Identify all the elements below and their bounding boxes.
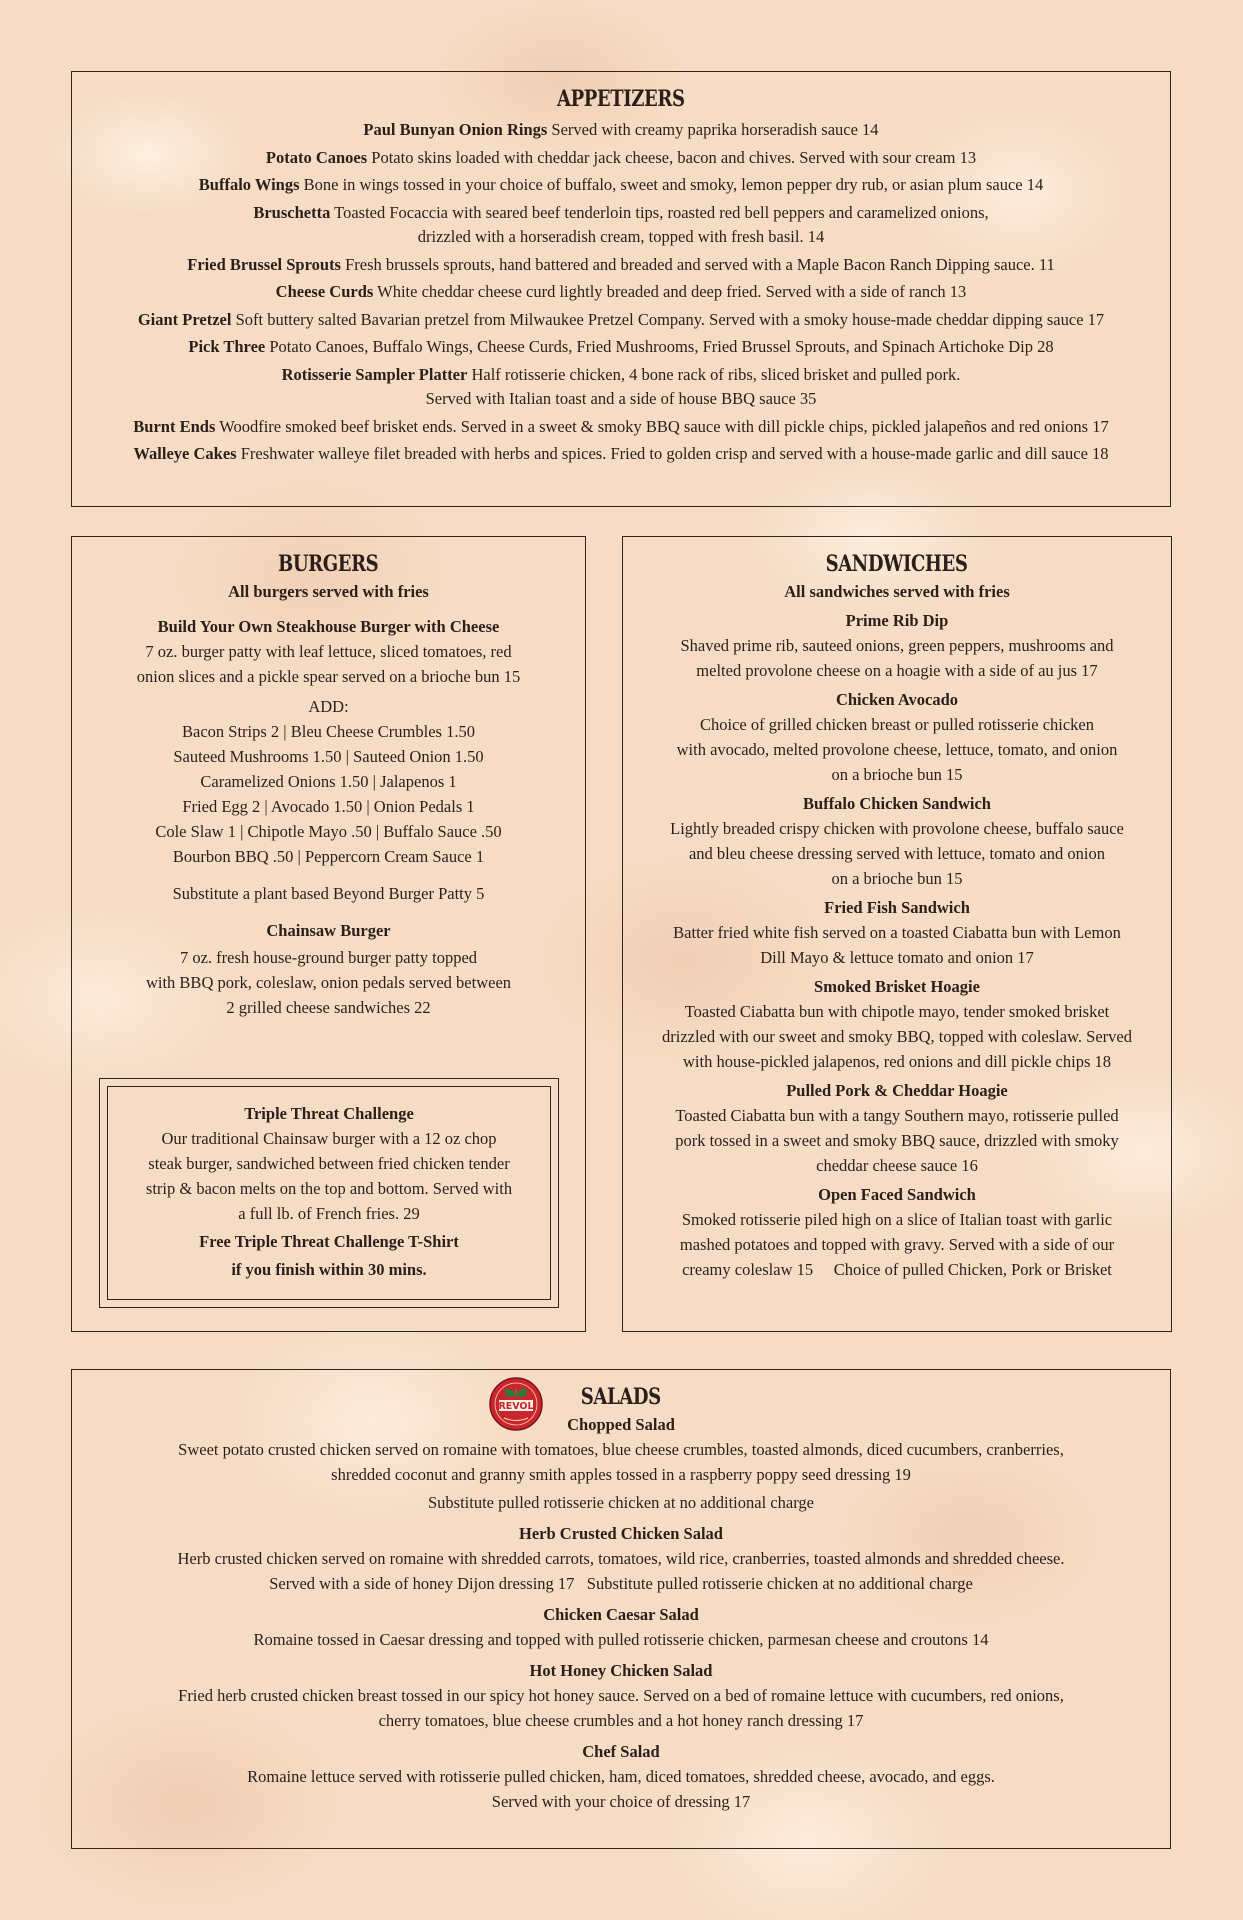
logo-text: REVOL xyxy=(498,1401,534,1412)
burgers-subtitle: All burgers served with fries xyxy=(228,582,429,601)
salad-item-herb-crusted: Herb Crusted Chicken Salad Herb crusted chicken served on romaine with shredded carrots, tomatoes, wild rice, cranberries, toasted almonds and shredded cheese. Served with a side of honey Dijon dressing 17 Substitute pulled rotisserie chicken at no additional charge xyxy=(177,1524,1065,1593)
sandwich-item-open-faced: Open Faced Sandwich Smoked rotisserie piled high on a slice of Italian toast with garlic mashed potatoes and topped with gravy. Served with a side of our creamy coleslaw 15 Choice of pulled Chicken, Pork or Brisket xyxy=(679,1185,1115,1279)
build-burger-title: Build Your Own Steakhouse Burger with Cheese xyxy=(157,617,500,636)
sandwich-item-smoked-brisket: Smoked Brisket Hoagie Toasted Ciabatta bun with chipotle mayo, tender smoked brisket drizzled with our sweet and smoky BBQ, topped with coleslaw. Served with house-pickled jalapenos, red onions and dill pickle chips 18 xyxy=(661,977,1132,1071)
salad-item-caesar: Chicken Caesar Salad Romaine tossed in Caesar dressing and topped with pulled rotisserie chicken, parmesan cheese and croutons 14 xyxy=(253,1605,989,1649)
revol-logo xyxy=(488,1376,544,1432)
add-label: ADD: xyxy=(308,697,349,716)
menu-item-burnt-ends: Burnt Ends Woodfire smoked beef brisket ends. Served in a sweet & smoky BBQ sauce with dill pickle chips, pickled jalapeños and red onions 17 xyxy=(133,416,1109,436)
add-on-line: Sauteed Mushrooms 1.50 | Sauteed Onion 1.50 xyxy=(173,747,484,766)
challenge-title: Triple Threat Challenge xyxy=(244,1104,414,1123)
build-burger-line: onion slices and a pickle spear served on a brioche bun 15 xyxy=(136,667,521,686)
sandwich-item-chicken-avocado: Chicken Avocado Choice of grilled chicken breast or pulled rotisserie chicken with avocado, melted provolone cheese, lettuce, tomato, and onion on a brioche bun 15 xyxy=(676,690,1118,784)
challenge-line: a full lb. of French fries. 29 xyxy=(238,1204,420,1223)
add-on-line: Caramelized Onions 1.50 | Jalapenos 1 xyxy=(200,772,457,791)
sandwiches-title: SANDWICHES xyxy=(826,551,968,577)
menu-item-brussel-sprouts: Fried Brussel Sprouts Fresh brussels sprouts, hand battered and breaded and served with a Maple Bacon Ranch Dipping sauce. 11 xyxy=(187,254,1055,274)
salads-section xyxy=(71,1369,1171,1849)
salads-title: SALADS xyxy=(581,1384,661,1410)
menu-item-buffalo-wings: Buffalo Wings Bone in wings tossed in your choice of buffalo, sweet and smoky, lemon pepper dry rub, or asian plum sauce 14 xyxy=(198,175,1044,194)
sandwich-item-fried-fish: Fried Fish Sandwich Batter fried white fish served on a toasted Ciabatta bun with Lemon Dill Mayo & lettuce tomato and onion 17 xyxy=(673,898,1121,967)
challenge-box xyxy=(99,1078,559,1308)
substitute-note: Substitute a plant based Beyond Burger Patty 5 xyxy=(172,884,485,903)
sandwiches-subtitle: All sandwiches served with fries xyxy=(784,582,1010,601)
add-on-line: Cole Slaw 1 | Chipotle Mayo .50 | Buffalo Sauce .50 xyxy=(155,822,502,841)
challenge-box-inner xyxy=(107,1086,551,1300)
appetizers-section xyxy=(71,71,1171,507)
menu-item-onion-rings: Paul Bunyan Onion Rings Served with creamy paprika horseradish sauce 14 xyxy=(363,120,879,139)
menu-item-cheese-curds: Cheese Curds White cheddar cheese curd lightly breaded and deep fried. Served with a side of ranch 13 xyxy=(275,282,967,301)
salad-item-chef: Chef Salad Romaine lettuce served with rotisserie pulled chicken, ham, diced tomatoes, shredded cheese, avocado, and eggs. Served with your choice of dressing 17 xyxy=(247,1742,995,1811)
add-on-line: Bacon Strips 2 | Bleu Cheese Crumbles 1.50 xyxy=(182,722,475,741)
sandwiches-section xyxy=(622,536,1172,1332)
menu-item-sampler-platter: Rotisserie Sampler Platter Half rotisserie chicken, 4 bone rack of ribs, sliced brisket and pulled pork. Served with Italian toast and a side of house BBQ sauce 35 xyxy=(281,364,961,408)
build-burger-line: 7 oz. burger patty with leaf lettuce, sliced tomatoes, red xyxy=(145,642,512,661)
salad-item-hot-honey: Hot Honey Chicken Salad Fried herb crusted chicken breast tossed in our spicy hot honey sauce. Served on a bed of romaine lettuce with cucumbers, red onions, cherry tomatoes, blue cheese crumbles and a hot honey ranch dressing 17 xyxy=(178,1661,1064,1730)
add-on-line: Bourbon BBQ .50 | Peppercorn Cream Sauce 1 xyxy=(172,847,485,866)
menu-item-walleye-cakes: Walleye Cakes Freshwater walleye filet breaded with herbs and spices. Fried to golden crisp and served with a house-made garlic and dill sauce 18 xyxy=(133,444,1109,463)
chainsaw-title: Chainsaw Burger xyxy=(266,921,391,940)
chainsaw-line: with BBQ pork, coleslaw, onion pedals served between xyxy=(145,973,512,992)
menu-item-giant-pretzel: Giant Pretzel Soft buttery salted Bavarian pretzel from Milwaukee Pretzel Company. Served with a smoky house-made cheddar dipping sauce 17 xyxy=(137,309,1105,329)
challenge-line: strip & bacon melts on the top and bottom. Served with xyxy=(145,1179,513,1198)
chainsaw-line: 7 oz. fresh house-ground burger patty topped xyxy=(179,948,478,967)
challenge-line: Our traditional Chainsaw burger with a 12 oz chop xyxy=(161,1129,497,1148)
challenge-bold-line: Free Triple Threat Challenge T-Shirt xyxy=(199,1232,459,1251)
menu-item-bruschetta: Bruschetta Toasted Focaccia with seared beef tenderloin tips, roasted red bell peppers and caramelized onions, drizzled with a horseradish cream, topped with fresh basil. 14 xyxy=(253,202,989,246)
sandwich-item-buffalo-chicken: Buffalo Chicken Sandwich Lightly breaded crispy chicken with provolone cheese, buffalo sauce and bleu cheese dressing served with lettuce, tomato and onion on a brioche bun 15 xyxy=(670,794,1124,888)
burgers-title: BURGERS xyxy=(278,551,379,577)
salad-item-chopped: Chopped Salad Sweet potato crusted chicken served on romaine with tomatoes, blue cheese crumbles, toasted almonds, diced cucumbers, cranberries, shredded coconut and granny smith apples tossed in a raspberry poppy seed dressing 19 Substitute pulled rotisserie chicken at no additional charge xyxy=(178,1415,1064,1512)
challenge-bold-line: if you finish within 30 mins. xyxy=(231,1260,427,1279)
sandwich-item-pulled-pork: Pulled Pork & Cheddar Hoagie Toasted Ciabatta bun with a tangy Southern mayo, rotisserie pulled pork tossed in a sweet and smoky BBQ sauce, drizzled with smoky cheddar cheese sauce 16 xyxy=(675,1081,1119,1175)
menu-item-potato-canoes: Potato Canoes Potato skins loaded with cheddar jack cheese, bacon and chives. Served with sour cream 13 xyxy=(265,147,977,167)
appetizers-title: APPETIZERS xyxy=(557,86,685,112)
add-on-line: Fried Egg 2 | Avocado 1.50 | Onion Pedals 1 xyxy=(182,797,475,816)
sandwich-item-prime-rib-dip: Prime Rib Dip Shaved prime rib, sauteed onions, green peppers, mushrooms and melted provolone cheese on a hoagie with a side of au jus 17 xyxy=(680,611,1114,680)
burgers-section xyxy=(71,536,586,1332)
challenge-line: steak burger, sandwiched between fried chicken tender xyxy=(148,1154,510,1173)
chainsaw-line: 2 grilled cheese sandwiches 22 xyxy=(226,998,431,1017)
menu-item-pick-three: Pick Three Potato Canoes, Buffalo Wings, Cheese Curds, Fried Mushrooms, Fried Brussel Sprouts, and Spinach Artichoke Dip 28 xyxy=(188,337,1054,356)
